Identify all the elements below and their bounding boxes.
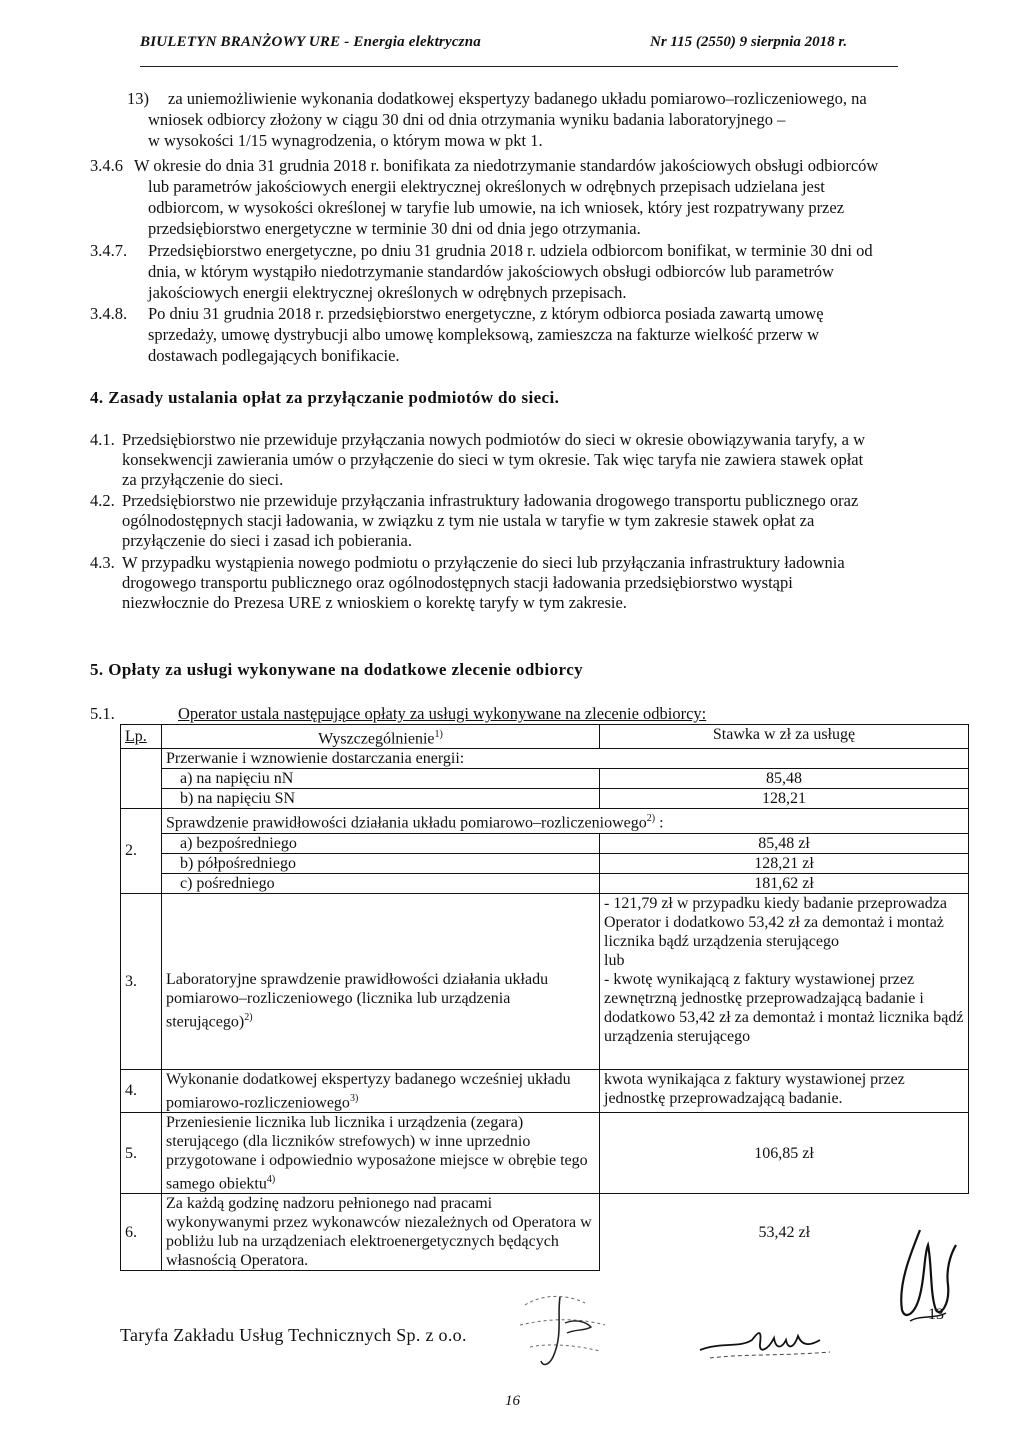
item-5-1-text: Operator ustala następujące opłaty za usługi wykonywane na zlecenie odbiorcy:	[178, 704, 707, 723]
table-row	[121, 853, 969, 873]
section-4-heading: 4. Zasady ustalania opłat za przyłączanie podmiotów do sieci.	[90, 388, 560, 407]
row-5-desc-text: Przeniesienie licznika lub licznika i urządzenia (zegara) sterującego (dla liczników strefowych) w inne uprzednio przygotowane i odpowiednio wyposażone miejsce w obrębie tego samego obiektu	[166, 1113, 588, 1193]
footer-local-page: 13	[928, 1306, 944, 1323]
row-2-lp	[121, 809, 162, 893]
row-3-desc-text: Laboratoryjne sprawdzenie prawidłowości działania układu pomiarowo–rozliczeniowego (licznika lub urządzenia sterującego)	[166, 971, 549, 1031]
stamp-icon	[505, 1285, 625, 1375]
row-2c-rate	[600, 873, 969, 893]
text-line: Przedsiębiorstwo nie przewiduje przyłączania infrastruktury ładowania drogowego transportu publicznego oraz	[122, 491, 859, 510]
table-row	[121, 749, 969, 769]
table-header-row	[121, 725, 969, 749]
row-2b-text: b) półpośredniego	[180, 854, 296, 872]
text-line: przyłączenie do sieci i zasad ich pobierania.	[122, 531, 412, 550]
header-lp-text: Lp.	[125, 728, 147, 746]
row-1-title	[162, 749, 969, 769]
row-1b-rate-text: 128,21	[762, 790, 806, 808]
paragraph-3-4-6-number: 3.4.6	[90, 156, 123, 175]
row-5-lp	[121, 1112, 162, 1193]
item-13-text-cont	[148, 109, 958, 151]
row-2-title-end: :	[655, 814, 664, 832]
text-line: Przedsiębiorstwo nie przewiduje przyłączania nowych podmiotów do sieci w okresie obowiązywania taryfy, a w	[122, 430, 866, 449]
page-number: 16	[505, 1393, 520, 1409]
item-4-2-number: 4.2.	[90, 491, 115, 510]
row-2-num: 2.	[125, 842, 137, 860]
item-4-3-number: 4.3.	[90, 553, 115, 572]
row-6-desc-text: Za każdą godzinę nadzoru pełnionego nad pracami wykonywanymi przez wykonawców niezależnych od Operatora w pobliżu lub na urządzeniach elektroenergetycznych będących własnością Operatora.	[166, 1195, 592, 1270]
text-line: konsekwencji zawierania umów o przyłączenie do sieci w tym okresie. Tak więc taryfa nie zawiera stawek opłat	[122, 450, 864, 469]
text-line: drogowego transportu publicznego oraz ogólnodostępnych stacji ładowania przedsiębiorstwo wystąpi	[122, 573, 793, 592]
row-1b-text: b) na napięciu SN	[180, 790, 296, 808]
row-2a-rate-text: 85,48 zł	[758, 834, 810, 852]
footnote-ref: 3)	[349, 1092, 359, 1104]
row-2a-text: a) bezpośredniego	[180, 834, 297, 852]
row-2c-text: c) pośredniego	[180, 874, 275, 892]
row-3-lp	[121, 893, 162, 1069]
header-rate	[600, 725, 969, 749]
row-3-rate-option-2: - kwotę wynikającą z faktury wystawionej przez zewnętrzną jednostkę przeprowadzającą badanie i dodatkowo 53,42 zł za demontaż i montaż licznika bądź urządzenia sterującego	[604, 970, 964, 1045]
item-4-3-text	[122, 553, 962, 613]
bulletin-title: BIULETYN BRANŻOWY URE - Energia elektryczna	[140, 34, 481, 50]
row-4-desc-text: Wykonanie dodatkowej ekspertyzy badanego wcześniej układu pomiarowo-rozliczeniowego	[166, 1070, 571, 1111]
row-5-desc	[162, 1112, 600, 1193]
row-4-rate-text: kwota wynikająca z faktury wystawionej przez jednostkę przeprowadzającą badanie.	[604, 1070, 905, 1107]
text-line: przedsiębiorstwo energetyczne w terminie 30 dni od dnia jego otrzymania.	[148, 219, 641, 238]
row-5-rate-text: 106,85 zł	[754, 1144, 814, 1162]
row-6-lp	[121, 1194, 162, 1271]
table-row	[121, 833, 969, 853]
header-rule	[140, 66, 898, 67]
item-4-1-number: 4.1.	[90, 430, 115, 449]
text-line: za uniemożliwienie wykonania dodatkowej ekspertyzy badanego układu pomiarowo–rozliczeniowego, na	[168, 89, 867, 108]
row-5-rate	[600, 1112, 969, 1193]
row-1-lp	[121, 749, 162, 809]
row-4-lp	[121, 1069, 162, 1112]
table-row	[121, 873, 969, 893]
row-6-desc	[162, 1194, 600, 1271]
text-line: lub parametrów jakościowych energii elektrycznej określonych w odrębnych przepisach udzielana jest	[148, 177, 825, 196]
row-4-num: 4.	[125, 1082, 137, 1100]
row-3-rate	[600, 893, 969, 1069]
table-row	[121, 1112, 969, 1193]
row-3-rate-or: lub	[604, 951, 625, 969]
row-2b-rate	[600, 853, 969, 873]
text-line: odbiorcom, w wysokości określonej w taryfie lub umowie, na ich wniosek, który jest rozpatrywany przez	[148, 198, 845, 217]
table-row	[121, 1069, 969, 1112]
row-2c-desc	[162, 873, 600, 893]
row-5-num: 5.	[125, 1144, 137, 1162]
header-lp	[121, 725, 162, 749]
table-row	[121, 769, 969, 789]
row-4-rate	[600, 1069, 969, 1112]
footnote-ref: 2)	[244, 1012, 253, 1024]
footnote-ref: 4)	[266, 1173, 276, 1185]
text-line: za przyłączenie do sieci.	[122, 470, 284, 489]
table-row	[121, 1194, 969, 1271]
item-4-2-text	[122, 491, 962, 551]
text-line: ogólnodostępnych stacji ładowania, w związku z tym nie ustala w taryfie w tym zakresie stawek opłat za	[122, 511, 815, 530]
row-2a-rate	[600, 833, 969, 853]
text-line: Po dniu 31 grudnia 2018 r. przedsiębiorstwo energetyczne, z którym odbiorca posiada zawartą umowę	[148, 304, 824, 323]
paragraph-3-4-8-text	[148, 303, 958, 366]
table-row	[121, 809, 969, 833]
row-6-num: 6.	[125, 1223, 137, 1241]
row-2b-rate-text: 128,21 zł	[754, 854, 814, 872]
text-line: Przedsiębiorstwo energetyczne, po dniu 31 grudnia 2018 r. udziela odbiorcom bonifikat, w terminie 30 dni od	[148, 241, 873, 260]
rates-table	[120, 724, 969, 1271]
paragraph-3-4-6-line1	[134, 155, 958, 176]
row-1-title-text: Przerwanie i wznowienie dostarczania energii:	[166, 750, 465, 768]
row-6-rate-text: 53,42 zł	[758, 1224, 811, 1242]
row-4-desc	[162, 1069, 600, 1112]
bulletin-issue: Nr 115 (2550) 9 sierpnia 2018 r.	[650, 34, 848, 50]
paragraph-3-4-7-number: 3.4.7.	[90, 241, 128, 260]
row-2b-desc	[162, 853, 600, 873]
paragraph-3-4-6-text	[148, 176, 958, 239]
row-2-title	[162, 809, 969, 833]
item-4-1-text	[122, 430, 962, 490]
row-1a-desc	[162, 769, 600, 789]
footnote-ref: 2)	[646, 813, 656, 825]
header-description	[162, 725, 600, 749]
text-line: W okresie do dnia 31 grudnia 2018 r. bonifikata za niedotrzymanie standardów jakościowych obsługi odbiorców	[134, 156, 879, 175]
text-line: niezwłocznie do Prezesa URE z wnioskiem o korektę taryfy w tym zakresie.	[122, 593, 627, 612]
row-2a-desc	[162, 833, 600, 853]
row-1a-rate-text: 85,48	[766, 770, 802, 788]
row-3-num: 3.	[125, 972, 137, 990]
paragraph-3-4-7-text	[148, 240, 958, 303]
footnote-ref: 1)	[434, 729, 443, 740]
table-row	[121, 893, 969, 1069]
header-description-text: Wyszczególnienie	[318, 730, 435, 748]
text-line: dostawach podlegających bonifikacie.	[148, 346, 400, 365]
text-line: sprzedaży, umowę dystrybucji albo umowę kompleksową, zamieszcza na fakturze wielkość przerw w	[148, 325, 820, 344]
table-row	[121, 789, 969, 809]
item-13-text	[168, 88, 958, 109]
text-line: dnia, w którym wystąpiło niedotrzymanie standardów jakościowych obsługi odbiorców lub parametrów	[148, 262, 834, 281]
row-1b-rate	[600, 789, 969, 809]
signature-icon	[880, 1225, 960, 1325]
text-line: W przypadku wystąpienia nowego podmiotu o przyłączenie do sieci lub przyłączania infrastruktury ładownia	[122, 553, 845, 572]
row-1b-desc	[162, 789, 600, 809]
item-5-1-number: 5.1.	[90, 704, 115, 723]
footer-company: Taryfa Zakładu Usług Technicznych Sp. z o.o.	[120, 1325, 467, 1345]
signature-icon	[690, 1320, 840, 1370]
header-rate-text: Stawka w zł za usługę	[712, 726, 856, 743]
text-line: wniosek odbiorcy złożony w ciągu 30 dni od dnia otrzymania wyniku badania laboratoryjnego –	[148, 110, 786, 129]
row-3-rate-option-1: - 121,79 zł w przypadku kiedy badanie przeprowadza Operator i dodatkowo 53,42 zł za demontaż i montaż licznika bądź urządzenia sterującego	[604, 894, 947, 950]
row-1a-text: a) na napięciu nN	[180, 770, 294, 788]
row-2-title-text: Sprawdzenie prawidłowości działania układu pomiarowo–rozliczeniowego	[166, 814, 647, 832]
row-3-desc	[162, 893, 600, 1069]
row-1a-rate	[600, 769, 969, 789]
text-line: w wysokości 1/15 wynagrodzenia, o którym mowa w pkt 1.	[148, 131, 543, 150]
text-line: jakościowych energii elektrycznej określonych w odrębnych przepisach.	[148, 283, 627, 302]
section-5-heading: 5. Opłaty za usługi wykonywane na dodatkowe zlecenie odbiorcy	[90, 660, 584, 679]
paragraph-3-4-8-number: 3.4.8.	[90, 304, 128, 323]
row-2c-rate-text: 181,62 zł	[754, 874, 814, 892]
item-13-number: 13)	[127, 89, 149, 108]
